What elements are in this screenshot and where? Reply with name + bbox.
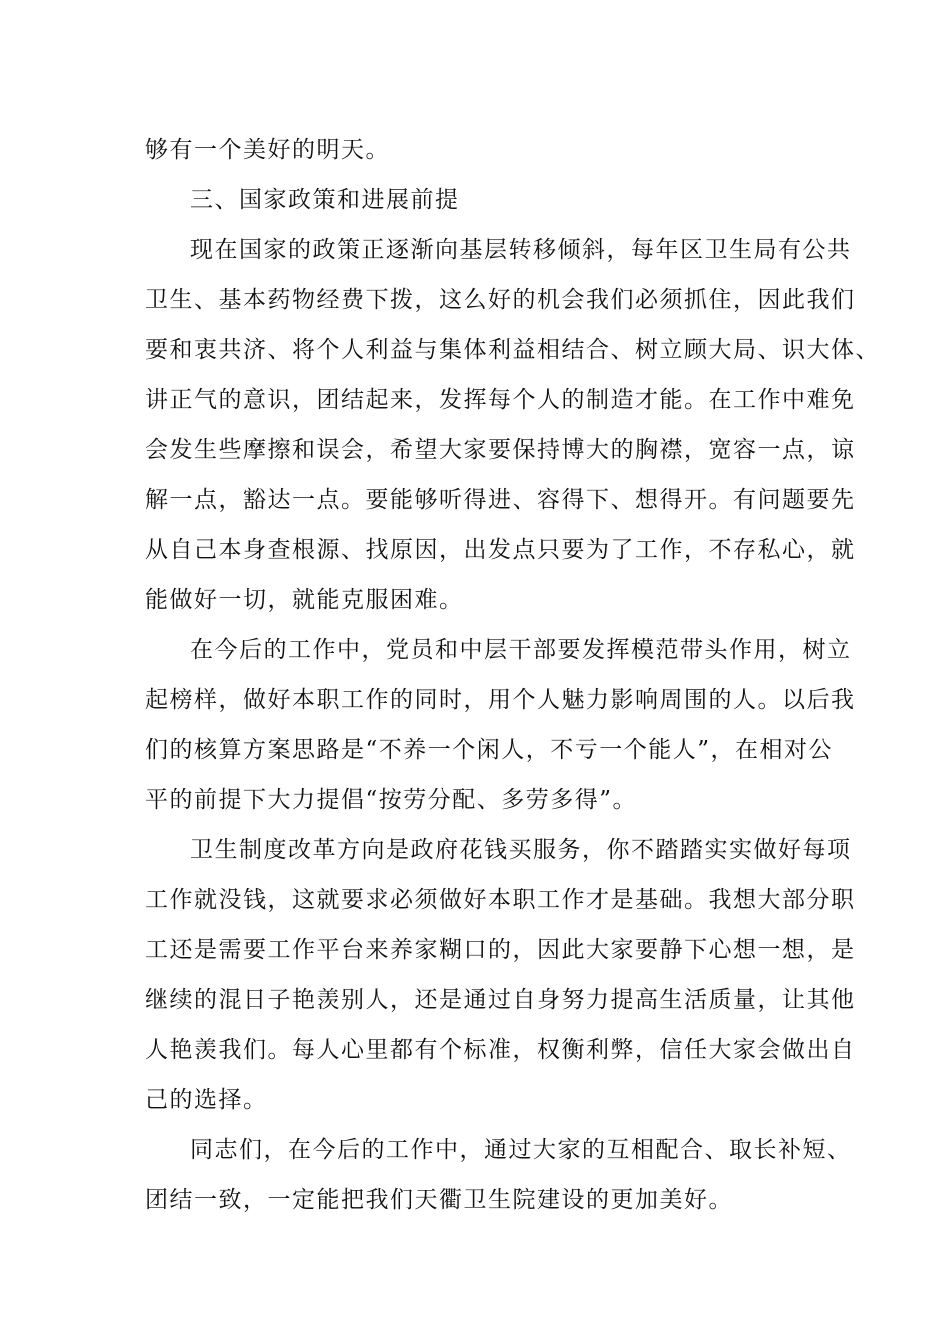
text-line: 够有一个美好的明天。 <box>145 137 390 163</box>
text-line: 平的前提下大力提倡“按劳分配、多劳多得”。 <box>145 787 638 813</box>
text-line: 己的选择。 <box>145 1087 268 1113</box>
text-line: 工还是需要工作平台来养家糊口的，因此大家要静下心想一想，是 <box>145 937 856 963</box>
text-line: 卫生制度改革方向是政府花钱买服务，你不踏踏实实做好每项 <box>190 837 852 863</box>
text-line: 讲正气的意识，团结起来，发挥每个人的制造才能。在工作中难免 <box>145 387 856 413</box>
text-line: 从自己本身查根源、找原因，出发点只要为了工作，不存私心，就 <box>145 537 856 563</box>
text-line: 人艳羡我们。每人心里都有个标准，权衡利弊，信任大家会做出自 <box>145 1037 856 1063</box>
text-line: 团结一致，一定能把我们天衢卫生院建设的更加美好。 <box>145 1187 733 1213</box>
text-line: 同志们，在今后的工作中，通过大家的互相配合、取长补短、 <box>190 1137 852 1163</box>
text-line: 工作就没钱，这就要求必须做好本职工作才是基础。我想大部分职 <box>145 887 856 913</box>
section-heading: 三、国家政策和进展前提 <box>190 187 460 213</box>
text-line: 解一点，豁达一点。要能够听得进、容得下、想得开。有问题要先 <box>145 487 856 513</box>
text-line: 们的核算方案思路是“不养一个闲人，不亏一个能人”，在相对公 <box>145 737 834 763</box>
text-line: 会发生些摩擦和误会，希望大家要保持博大的胸襟，宽容一点，谅 <box>145 437 856 463</box>
text-line: 起榜样，做好本职工作的同时，用个人魅力影响周围的人。以后我 <box>145 687 856 713</box>
text-line: 要和衷共济、将个人利益与集体利益相结合、树立顾大局、识大体、 <box>145 337 880 363</box>
text-line: 在今后的工作中，党员和中层干部要发挥模范带头作用，树立 <box>190 637 852 663</box>
text-line: 卫生、基本药物经费下拨，这么好的机会我们必须抓住，因此我们 <box>145 287 856 313</box>
text-line: 能做好一切，就能克服困难。 <box>145 587 464 613</box>
text-line: 继续的混日子艳羡别人，还是通过自身努力提高生活质量，让其他 <box>145 987 856 1013</box>
text-line: 现在国家的政策正逐渐向基层转移倾斜，每年区卫生局有公共 <box>190 237 852 263</box>
